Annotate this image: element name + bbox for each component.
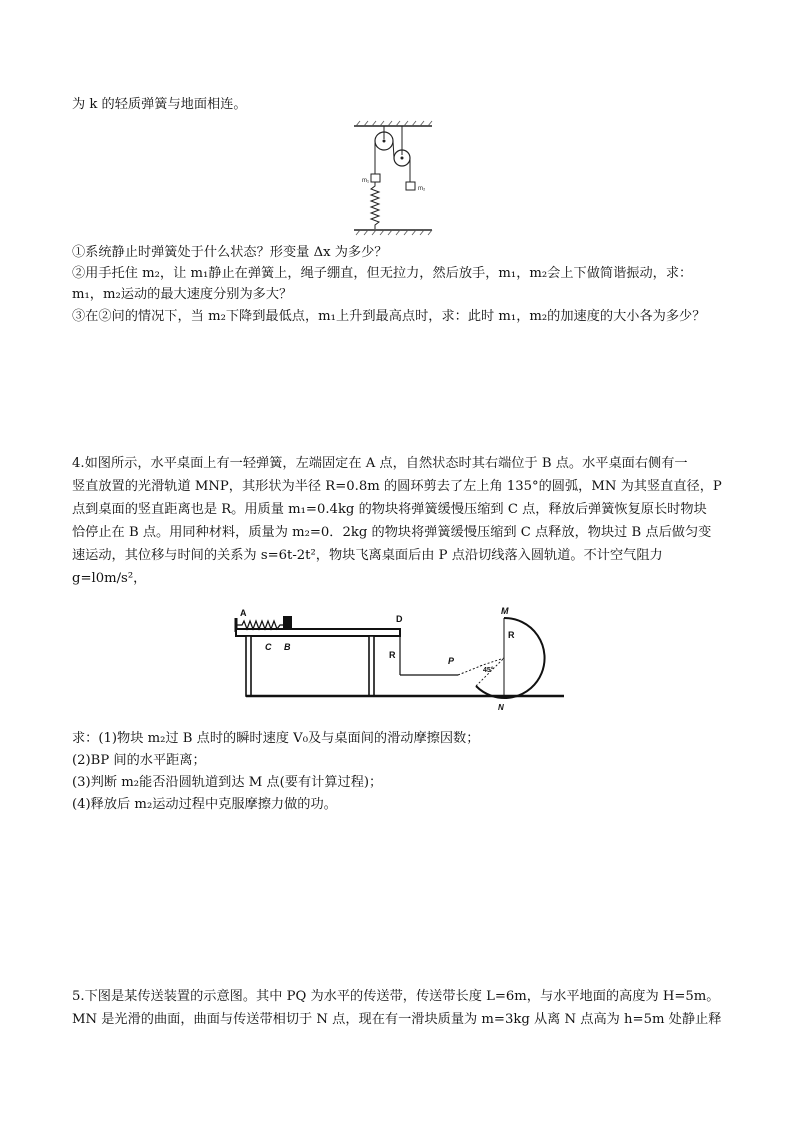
table-leg-right — [369, 636, 374, 696]
q4-line-1: 4.如图所示，水平桌面上有一轻弹簧，左端固定在 A 点，自然状态时其右端位于 B 点。水平桌面右侧有一 — [72, 456, 688, 471]
q4-line-2: 竖直放置的光滑轨道 MNP，其形状为半径 R=0.8m 的圆环剪去了左上角 135°的圆弧，MN 为其竖直直径，P — [72, 479, 722, 494]
label-angle: 45° — [483, 667, 494, 674]
table-leg-left — [246, 636, 251, 696]
label-N: N — [498, 703, 504, 712]
q4-line-3: 点到桌面的竖直距离也是 R。用质量 m₁=0.4kg 的物块将弹簧缓慢压缩到 C 点，释放后弹簧恢复原长时物块 — [72, 502, 707, 517]
q3-sub3: ③在②问的情况下，当 m₂下降到最低点，m₁上升到最高点时，求：此时 m₁，m₂的加速度的大小各为多少？ — [72, 309, 706, 324]
label-A: A — [240, 608, 247, 618]
q4-line-5: 速运动，其位移与时间的关系为 s=6t-2t²，物块飞离桌面后由 P 点沿切线落入圆轨道。不计空气阻力 — [72, 548, 663, 563]
table-spring — [237, 621, 283, 629]
block — [283, 616, 292, 628]
q4-question-1: 求：(1)物块 m₂过 B 点时的瞬时速度 V₀及与桌面间的滑动摩擦因数； — [72, 731, 480, 746]
label-D: D — [396, 614, 403, 624]
label-P: P — [448, 656, 455, 666]
q4-question-3: (3)判断 m₂能否沿圆轨道到达 M 点(要有计算过程)； — [72, 775, 383, 790]
q5-line-1: 5.下图是某传送装置的示意图。其中 PQ 为水平的传送带，传送带长度 L=6m，与水平地面的高度为 H=5m。 — [72, 989, 720, 1004]
label-m1: m₁ — [362, 178, 370, 184]
label-M: M — [501, 606, 509, 616]
block-m2 — [406, 182, 415, 190]
q3-sub2-line1: ②用手托住 m₂，让 m₁静止在弹簧上，绳子绷直，但无拉力，然后放手，m₁，m₂会上下做简谐振动，求： — [72, 266, 693, 281]
q3-sub1: ①系统静止时弹簧处于什么状态？形变量 Δx 为多少？ — [72, 245, 388, 260]
table-top — [236, 629, 400, 636]
label-m2: m₂ — [418, 186, 426, 192]
q4-question-2: (2)BP 间的水平距离； — [72, 753, 206, 768]
label-R-left: R — [389, 650, 396, 660]
label-B: B — [284, 642, 291, 652]
label-C: C — [265, 642, 272, 652]
pulley-spring-figure — [352, 120, 434, 238]
q3-sub2-line2: m₁，m₂运动的最大速度分别为多大？ — [72, 287, 293, 302]
spring — [371, 182, 379, 229]
q3-intro-tail: 为 k 的轻质弹簧与地面相连。 — [72, 97, 247, 112]
block-m1 — [371, 174, 380, 182]
label-R-circle: R — [508, 630, 515, 640]
table-track-figure — [228, 600, 564, 718]
q5-line-2: MN 是光滑的曲面，曲面与传送带相切于 N 点，现在有一滑块质量为 m=3kg 从离 N 点高为 h=5m 处静止释 — [72, 1012, 722, 1027]
q4-line-6: g=l0m/s²， — [72, 571, 147, 586]
q4-line-4: 恰停止在 B 点。用同种材料，质量为 m₂=0．2kg 的物块将弹簧缓慢压缩到 C 点释放，物块过 B 点后做匀变 — [72, 525, 712, 540]
q4-question-4: (4)释放后 m₂运动过程中克服摩擦力做的功。 — [72, 797, 337, 812]
